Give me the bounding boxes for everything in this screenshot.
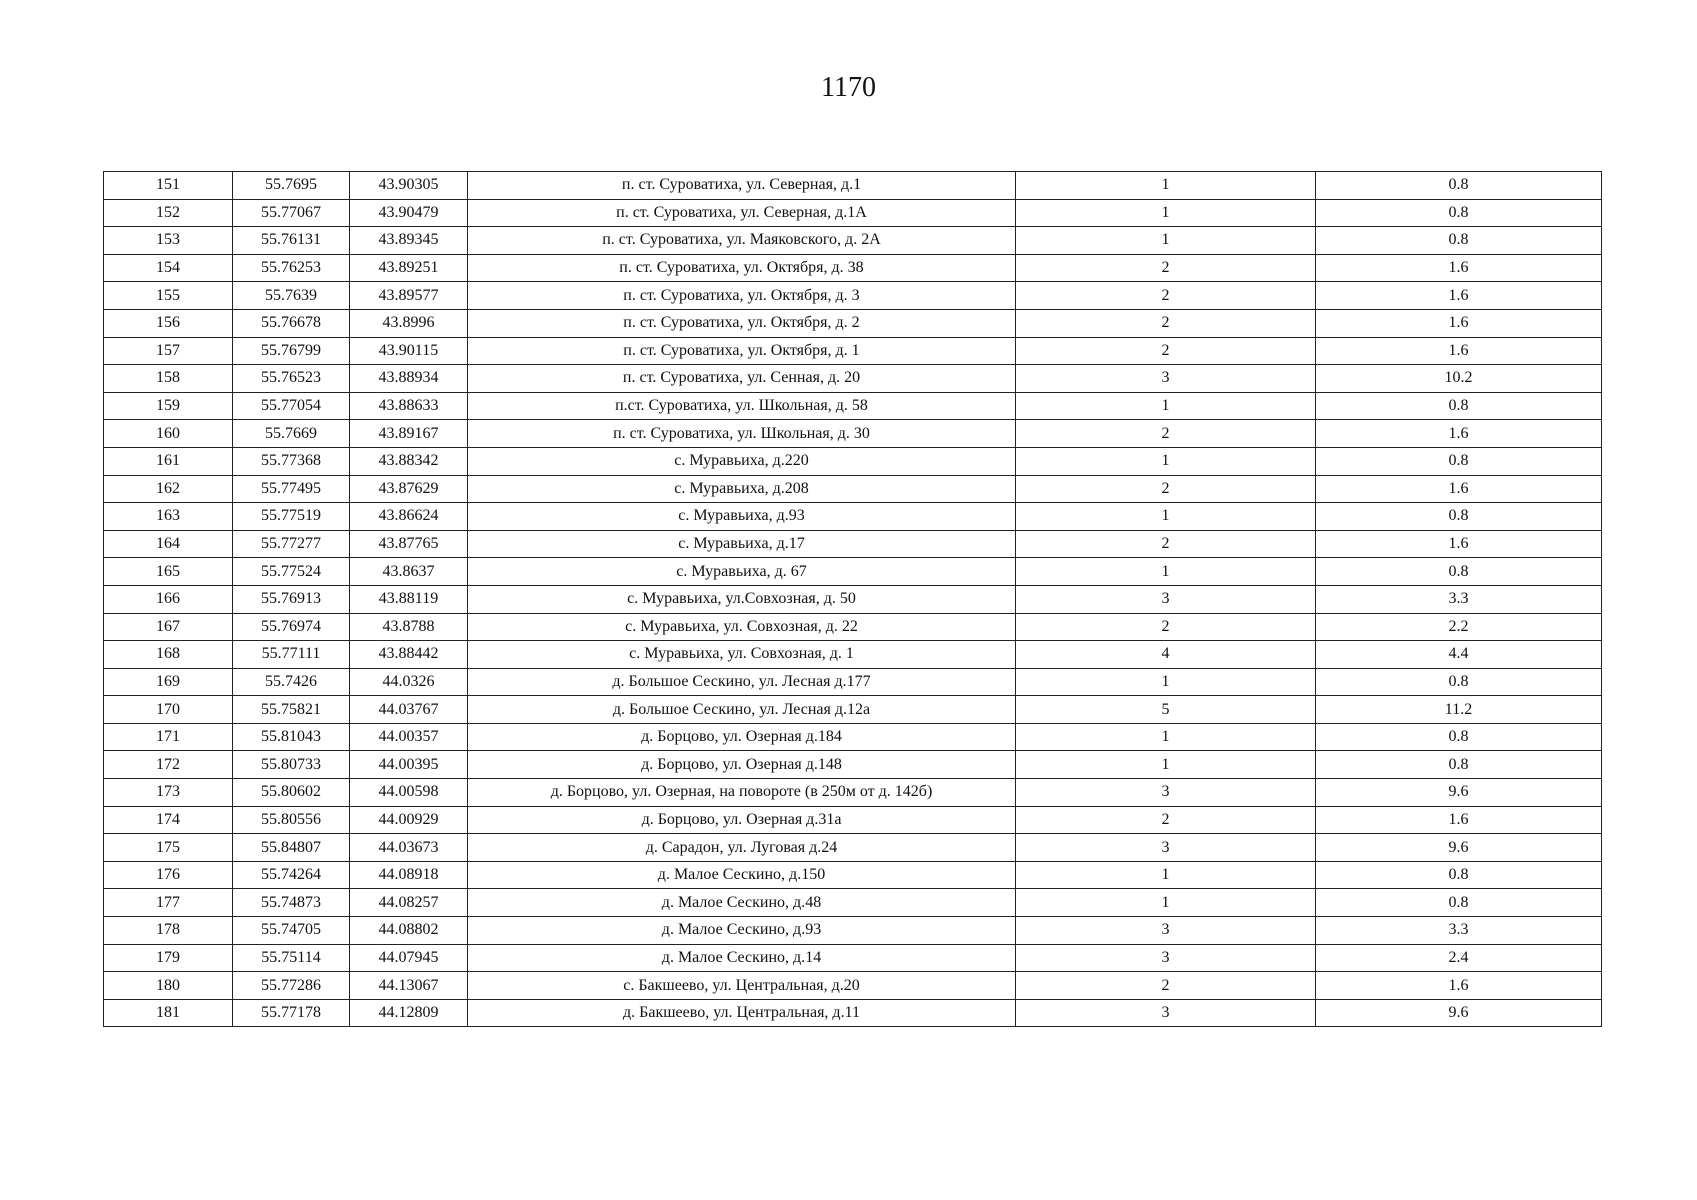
address-cell: с. Муравьиха, д.220 xyxy=(468,447,1016,475)
address-cell: п.ст. Суроватиха, ул. Школьная, д. 58 xyxy=(468,392,1016,420)
row-number-cell: 156 xyxy=(104,309,233,337)
row-number-cell: 161 xyxy=(104,447,233,475)
row-number-cell: 162 xyxy=(104,475,233,503)
table-row xyxy=(104,337,1602,365)
address-cell: с. Муравьиха, ул.Совхозная, д. 50 xyxy=(468,585,1016,613)
address-cell: д. Борцово, ул. Озерная, на повороте (в 250м от д. 142б) xyxy=(468,779,1016,807)
row-number-cell: 154 xyxy=(104,254,233,282)
longitude-cell: 44.00929 xyxy=(350,806,468,834)
table-row xyxy=(104,696,1602,724)
address-cell: п. ст. Суроватиха, ул. Октября, д. 38 xyxy=(468,254,1016,282)
row-number-cell: 158 xyxy=(104,365,233,393)
address-cell: п. ст. Суроватиха, ул. Октября, д. 3 xyxy=(468,282,1016,310)
latitude-cell: 55.84807 xyxy=(233,834,350,862)
address-cell: д. Малое Сескино, д.93 xyxy=(468,917,1016,945)
row-number-cell: 151 xyxy=(104,172,233,200)
latitude-cell: 55.77495 xyxy=(233,475,350,503)
latitude-cell: 55.77067 xyxy=(233,199,350,227)
count-cell: 3 xyxy=(1016,365,1316,393)
count-cell: 3 xyxy=(1016,585,1316,613)
address-cell: с. Муравьиха, ул. Совхозная, д. 22 xyxy=(468,613,1016,641)
row-number-cell: 177 xyxy=(104,889,233,917)
row-number-cell: 157 xyxy=(104,337,233,365)
address-cell: д. Борцово, ул. Озерная д.184 xyxy=(468,723,1016,751)
row-number-cell: 166 xyxy=(104,585,233,613)
row-number-cell: 152 xyxy=(104,199,233,227)
volume-cell: 0.8 xyxy=(1316,503,1602,531)
row-number-cell: 159 xyxy=(104,392,233,420)
address-cell: д. Борцово, ул. Озерная д.31а xyxy=(468,806,1016,834)
table-row xyxy=(104,420,1602,448)
row-number-cell: 153 xyxy=(104,227,233,255)
count-cell: 1 xyxy=(1016,503,1316,531)
table-row xyxy=(104,530,1602,558)
address-cell: с. Муравьиха, д. 67 xyxy=(468,558,1016,586)
longitude-cell: 43.88633 xyxy=(350,392,468,420)
longitude-cell: 43.90305 xyxy=(350,172,468,200)
volume-cell: 0.8 xyxy=(1316,392,1602,420)
latitude-cell: 55.7639 xyxy=(233,282,350,310)
volume-cell: 0.8 xyxy=(1316,889,1602,917)
row-number-cell: 178 xyxy=(104,917,233,945)
address-cell: с. Муравьиха, д.208 xyxy=(468,475,1016,503)
longitude-cell: 44.03767 xyxy=(350,696,468,724)
longitude-cell: 43.8637 xyxy=(350,558,468,586)
volume-cell: 1.6 xyxy=(1316,309,1602,337)
volume-cell: 4.4 xyxy=(1316,641,1602,669)
volume-cell: 0.8 xyxy=(1316,668,1602,696)
longitude-cell: 43.88934 xyxy=(350,365,468,393)
count-cell: 1 xyxy=(1016,723,1316,751)
count-cell: 2 xyxy=(1016,806,1316,834)
address-cell: с. Муравьиха, д.93 xyxy=(468,503,1016,531)
row-number-cell: 172 xyxy=(104,751,233,779)
address-cell: п. ст. Суроватиха, ул. Сенная, д. 20 xyxy=(468,365,1016,393)
table-row xyxy=(104,613,1602,641)
address-cell: п. ст. Суроватиха, ул. Маяковского, д. 2А xyxy=(468,227,1016,255)
latitude-cell: 55.77054 xyxy=(233,392,350,420)
table-row xyxy=(104,861,1602,889)
longitude-cell: 44.00598 xyxy=(350,779,468,807)
address-cell: с. Муравьиха, ул. Совхозная, д. 1 xyxy=(468,641,1016,669)
count-cell: 1 xyxy=(1016,861,1316,889)
latitude-cell: 55.81043 xyxy=(233,723,350,751)
count-cell: 1 xyxy=(1016,668,1316,696)
longitude-cell: 43.90115 xyxy=(350,337,468,365)
row-number-cell: 179 xyxy=(104,944,233,972)
latitude-cell: 55.76913 xyxy=(233,585,350,613)
row-number-cell: 163 xyxy=(104,503,233,531)
volume-cell: 9.6 xyxy=(1316,834,1602,862)
address-cell: д. Малое Сескино, д.48 xyxy=(468,889,1016,917)
latitude-cell: 55.74264 xyxy=(233,861,350,889)
table-row xyxy=(104,585,1602,613)
longitude-cell: 44.08802 xyxy=(350,917,468,945)
latitude-cell: 55.77524 xyxy=(233,558,350,586)
table-row xyxy=(104,944,1602,972)
volume-cell: 1.6 xyxy=(1316,420,1602,448)
address-cell: д. Бакшеево, ул. Центральная, д.11 xyxy=(468,999,1016,1027)
row-number-cell: 174 xyxy=(104,806,233,834)
table-row xyxy=(104,668,1602,696)
table-row xyxy=(104,641,1602,669)
address-cell: д. Малое Сескино, д.14 xyxy=(468,944,1016,972)
table-row xyxy=(104,392,1602,420)
table-row xyxy=(104,365,1602,393)
address-cell: д. Большое Сескино, ул. Лесная д.177 xyxy=(468,668,1016,696)
row-number-cell: 176 xyxy=(104,861,233,889)
latitude-cell: 55.76523 xyxy=(233,365,350,393)
row-number-cell: 167 xyxy=(104,613,233,641)
longitude-cell: 43.89345 xyxy=(350,227,468,255)
volume-cell: 0.8 xyxy=(1316,861,1602,889)
latitude-cell: 55.76974 xyxy=(233,613,350,641)
table-row xyxy=(104,475,1602,503)
row-number-cell: 170 xyxy=(104,696,233,724)
table-row xyxy=(104,917,1602,945)
table-row xyxy=(104,309,1602,337)
count-cell: 3 xyxy=(1016,944,1316,972)
count-cell: 4 xyxy=(1016,641,1316,669)
count-cell: 1 xyxy=(1016,889,1316,917)
table-row xyxy=(104,227,1602,255)
volume-cell: 1.6 xyxy=(1316,806,1602,834)
volume-cell: 3.3 xyxy=(1316,917,1602,945)
address-cell: с. Бакшеево, ул. Центральная, д.20 xyxy=(468,972,1016,1000)
count-cell: 2 xyxy=(1016,613,1316,641)
count-cell: 1 xyxy=(1016,172,1316,200)
count-cell: 1 xyxy=(1016,227,1316,255)
address-cell: п. ст. Суроватиха, ул. Школьная, д. 30 xyxy=(468,420,1016,448)
volume-cell: 1.6 xyxy=(1316,972,1602,1000)
longitude-cell: 43.89251 xyxy=(350,254,468,282)
count-cell: 2 xyxy=(1016,475,1316,503)
row-number-cell: 180 xyxy=(104,972,233,1000)
volume-cell: 3.3 xyxy=(1316,585,1602,613)
volume-cell: 9.6 xyxy=(1316,779,1602,807)
volume-cell: 0.8 xyxy=(1316,199,1602,227)
longitude-cell: 43.8788 xyxy=(350,613,468,641)
longitude-cell: 44.12809 xyxy=(350,999,468,1027)
row-number-cell: 171 xyxy=(104,723,233,751)
address-cell: п. ст. Суроватиха, ул. Северная, д.1 xyxy=(468,172,1016,200)
latitude-cell: 55.76131 xyxy=(233,227,350,255)
data-table xyxy=(103,171,1602,1027)
table-row xyxy=(104,254,1602,282)
longitude-cell: 44.08918 xyxy=(350,861,468,889)
volume-cell: 2.2 xyxy=(1316,613,1602,641)
latitude-cell: 55.77178 xyxy=(233,999,350,1027)
longitude-cell: 43.87629 xyxy=(350,475,468,503)
table-row xyxy=(104,834,1602,862)
latitude-cell: 55.75821 xyxy=(233,696,350,724)
table-row xyxy=(104,889,1602,917)
row-number-cell: 181 xyxy=(104,999,233,1027)
table-row xyxy=(104,282,1602,310)
address-cell: с. Муравьиха, д.17 xyxy=(468,530,1016,558)
latitude-cell: 55.7426 xyxy=(233,668,350,696)
count-cell: 5 xyxy=(1016,696,1316,724)
latitude-cell: 55.7669 xyxy=(233,420,350,448)
address-cell: д. Сарадон, ул. Луговая д.24 xyxy=(468,834,1016,862)
row-number-cell: 160 xyxy=(104,420,233,448)
volume-cell: 1.6 xyxy=(1316,337,1602,365)
longitude-cell: 43.8996 xyxy=(350,309,468,337)
volume-cell: 0.8 xyxy=(1316,751,1602,779)
count-cell: 2 xyxy=(1016,972,1316,1000)
longitude-cell: 44.07945 xyxy=(350,944,468,972)
longitude-cell: 43.88119 xyxy=(350,585,468,613)
table-row xyxy=(104,447,1602,475)
longitude-cell: 43.87765 xyxy=(350,530,468,558)
table-row xyxy=(104,779,1602,807)
latitude-cell: 55.76678 xyxy=(233,309,350,337)
table-row xyxy=(104,199,1602,227)
table-body xyxy=(104,172,1602,1027)
longitude-cell: 44.03673 xyxy=(350,834,468,862)
volume-cell: 0.8 xyxy=(1316,558,1602,586)
volume-cell: 0.8 xyxy=(1316,447,1602,475)
row-number-cell: 165 xyxy=(104,558,233,586)
longitude-cell: 43.89577 xyxy=(350,282,468,310)
volume-cell: 11.2 xyxy=(1316,696,1602,724)
address-cell: п. ст. Суроватиха, ул. Октября, д. 1 xyxy=(468,337,1016,365)
row-number-cell: 173 xyxy=(104,779,233,807)
count-cell: 2 xyxy=(1016,254,1316,282)
longitude-cell: 43.89167 xyxy=(350,420,468,448)
longitude-cell: 43.88442 xyxy=(350,641,468,669)
count-cell: 3 xyxy=(1016,779,1316,807)
latitude-cell: 55.77277 xyxy=(233,530,350,558)
latitude-cell: 55.80733 xyxy=(233,751,350,779)
volume-cell: 2.4 xyxy=(1316,944,1602,972)
volume-cell: 0.8 xyxy=(1316,723,1602,751)
volume-cell: 1.6 xyxy=(1316,530,1602,558)
latitude-cell: 55.74705 xyxy=(233,917,350,945)
address-cell: п. ст. Суроватиха, ул. Октября, д. 2 xyxy=(468,309,1016,337)
latitude-cell: 55.77286 xyxy=(233,972,350,1000)
count-cell: 1 xyxy=(1016,392,1316,420)
volume-cell: 0.8 xyxy=(1316,172,1602,200)
count-cell: 1 xyxy=(1016,447,1316,475)
row-number-cell: 155 xyxy=(104,282,233,310)
count-cell: 3 xyxy=(1016,834,1316,862)
latitude-cell: 55.80556 xyxy=(233,806,350,834)
volume-cell: 1.6 xyxy=(1316,475,1602,503)
row-number-cell: 175 xyxy=(104,834,233,862)
longitude-cell: 43.86624 xyxy=(350,503,468,531)
address-cell: д. Малое Сескино, д.150 xyxy=(468,861,1016,889)
table-row xyxy=(104,172,1602,200)
latitude-cell: 55.7695 xyxy=(233,172,350,200)
count-cell: 2 xyxy=(1016,309,1316,337)
volume-cell: 1.6 xyxy=(1316,254,1602,282)
count-cell: 2 xyxy=(1016,420,1316,448)
table-row xyxy=(104,751,1602,779)
latitude-cell: 55.76253 xyxy=(233,254,350,282)
row-number-cell: 168 xyxy=(104,641,233,669)
latitude-cell: 55.77519 xyxy=(233,503,350,531)
latitude-cell: 55.77111 xyxy=(233,641,350,669)
count-cell: 2 xyxy=(1016,337,1316,365)
volume-cell: 1.6 xyxy=(1316,282,1602,310)
longitude-cell: 44.0326 xyxy=(350,668,468,696)
page-number: 1170 xyxy=(821,72,876,103)
longitude-cell: 43.88342 xyxy=(350,447,468,475)
latitude-cell: 55.76799 xyxy=(233,337,350,365)
address-cell: п. ст. Суроватиха, ул. Северная, д.1А xyxy=(468,199,1016,227)
latitude-cell: 55.74873 xyxy=(233,889,350,917)
row-number-cell: 164 xyxy=(104,530,233,558)
count-cell: 1 xyxy=(1016,751,1316,779)
address-cell: д. Большое Сескино, ул. Лесная д.12а xyxy=(468,696,1016,724)
longitude-cell: 43.90479 xyxy=(350,199,468,227)
table-row xyxy=(104,723,1602,751)
count-cell: 1 xyxy=(1016,199,1316,227)
count-cell: 2 xyxy=(1016,530,1316,558)
count-cell: 1 xyxy=(1016,558,1316,586)
table-row xyxy=(104,503,1602,531)
table-row xyxy=(104,806,1602,834)
table-row xyxy=(104,999,1602,1027)
longitude-cell: 44.08257 xyxy=(350,889,468,917)
latitude-cell: 55.77368 xyxy=(233,447,350,475)
latitude-cell: 55.80602 xyxy=(233,779,350,807)
table-row xyxy=(104,558,1602,586)
count-cell: 3 xyxy=(1016,917,1316,945)
row-number-cell: 169 xyxy=(104,668,233,696)
address-cell: д. Борцово, ул. Озерная д.148 xyxy=(468,751,1016,779)
latitude-cell: 55.75114 xyxy=(233,944,350,972)
volume-cell: 9.6 xyxy=(1316,999,1602,1027)
volume-cell: 10.2 xyxy=(1316,365,1602,393)
count-cell: 3 xyxy=(1016,999,1316,1027)
volume-cell: 0.8 xyxy=(1316,227,1602,255)
longitude-cell: 44.13067 xyxy=(350,972,468,1000)
longitude-cell: 44.00357 xyxy=(350,723,468,751)
table-row xyxy=(104,972,1602,1000)
count-cell: 2 xyxy=(1016,282,1316,310)
longitude-cell: 44.00395 xyxy=(350,751,468,779)
